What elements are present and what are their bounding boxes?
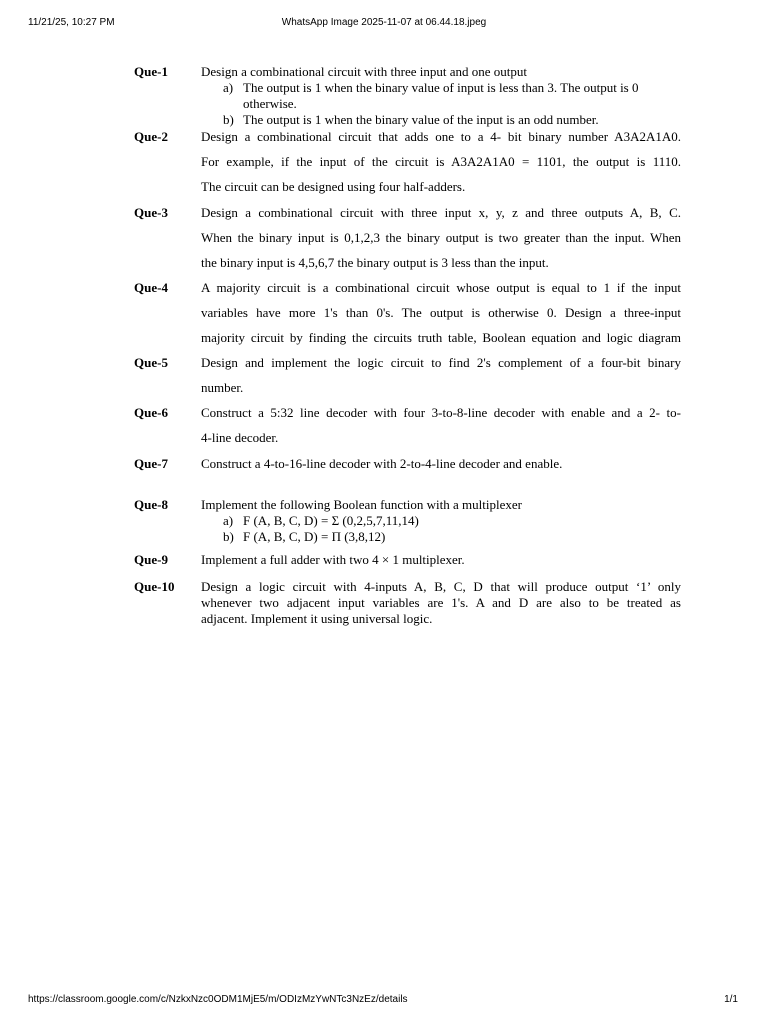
question-line: variables have more 1's than 0's. The output is otherwise 0. Design a three-input [201, 305, 681, 320]
sub-question-text: The output is 1 when the binary value of the input is an odd number. [243, 112, 599, 127]
question-line: The circuit can be designed using four half-adders. [201, 179, 466, 194]
page-url: https://classroom.google.com/c/NzkxNzc0ODM1MjE5/m/ODIzMzYwNTc3NzEz/details [28, 994, 408, 1005]
question-line: Design and implement the logic circuit to find 2's complement of a four-bit binary [201, 355, 681, 370]
sub-marker: a) [223, 513, 234, 528]
question-line: Implement the following Boolean function with a multiplexer [201, 497, 522, 512]
question-line: 4-line decoder. [201, 430, 279, 445]
sub-question-text: F (A, B, C, D) = Σ (0,2,5,7,11,14) [243, 513, 419, 528]
sub-question-b [201, 529, 681, 545]
question-label: Que-1 [134, 64, 168, 79]
question-text [201, 205, 681, 280]
question-line: number. [201, 380, 244, 395]
sub-marker: b) [223, 529, 234, 544]
page-number: 1/1 [724, 994, 738, 1005]
question-line: Construct a 4-to-16-line decoder with 2-to-4-line decoder and enable. [201, 456, 563, 471]
question-label: Que-6 [134, 405, 168, 420]
sub-question-text: The output is 1 when the binary value of input is less than 3. The output is 0 [243, 80, 639, 95]
question-text [201, 129, 681, 204]
question-text [201, 64, 681, 128]
question-line: Design a combinational circuit with three input and one output [201, 64, 528, 79]
question-text [201, 280, 681, 355]
question-line: whenever two adjacent input variables are 1's. A and D are also to be treated as [201, 595, 681, 610]
question-text [201, 552, 681, 577]
sub-question-b [201, 112, 681, 128]
question-line: majority circuit by finding the circuits truth table, Boolean equation and logic diagram [201, 330, 681, 345]
print-datetime: 11/21/25, 10:27 PM [28, 17, 115, 28]
sub-marker: b) [223, 112, 234, 127]
question-line: A majority circuit is a combinational circuit whose output is equal to 1 if the input [201, 280, 681, 295]
question-label: Que-7 [134, 456, 168, 471]
question-label: Que-9 [134, 552, 168, 567]
question-line: When the binary input is 0,1,2,3 the binary output is two greater than the input. When [201, 230, 681, 245]
question-text [201, 497, 681, 545]
question-label: Que-8 [134, 497, 168, 512]
question-line: Design a combinational circuit with three input x, y, z and three outputs A, B, C. [201, 205, 681, 220]
question-label: Que-4 [134, 280, 168, 295]
question-text [201, 579, 681, 627]
document-title: WhatsApp Image 2025-11-07 at 06.44.18.jpeg [281, 17, 487, 28]
question-label: Que-5 [134, 355, 168, 370]
sub-marker: a) [223, 80, 234, 95]
question-text [201, 405, 681, 455]
sub-question-text: F (A, B, C, D) = Π (3,8,12) [243, 529, 386, 544]
question-line: Construct a 5:32 line decoder with four 3-to-8-line decoder with enable and a 2- to- [201, 405, 681, 420]
question-line: Implement a full adder with two 4 × 1 multiplexer. [201, 552, 465, 567]
question-label: Que-3 [134, 205, 168, 220]
question-line: the binary input is 4,5,6,7 the binary output is 3 less than the input. [201, 255, 549, 270]
question-line: Design a logic circuit with 4-inputs A, B, C, D that will produce output ‘1’ only [201, 579, 681, 594]
sub-question-a [201, 513, 681, 529]
question-text [201, 456, 681, 481]
question-line: For example, if the input of the circuit is A3A2A1A0 = 1101, the output is 1110. [201, 154, 681, 169]
sub-question-text: otherwise. [243, 96, 297, 111]
sub-question-a [201, 80, 681, 96]
question-label: Que-2 [134, 129, 168, 144]
question-line: adjacent. Implement it using universal logic. [201, 611, 433, 626]
question-line: Design a combinational circuit that adds one to a 4- bit binary number A3A2A1A0. [201, 129, 681, 144]
question-text [201, 355, 681, 405]
question-label: Que-10 [134, 579, 175, 594]
